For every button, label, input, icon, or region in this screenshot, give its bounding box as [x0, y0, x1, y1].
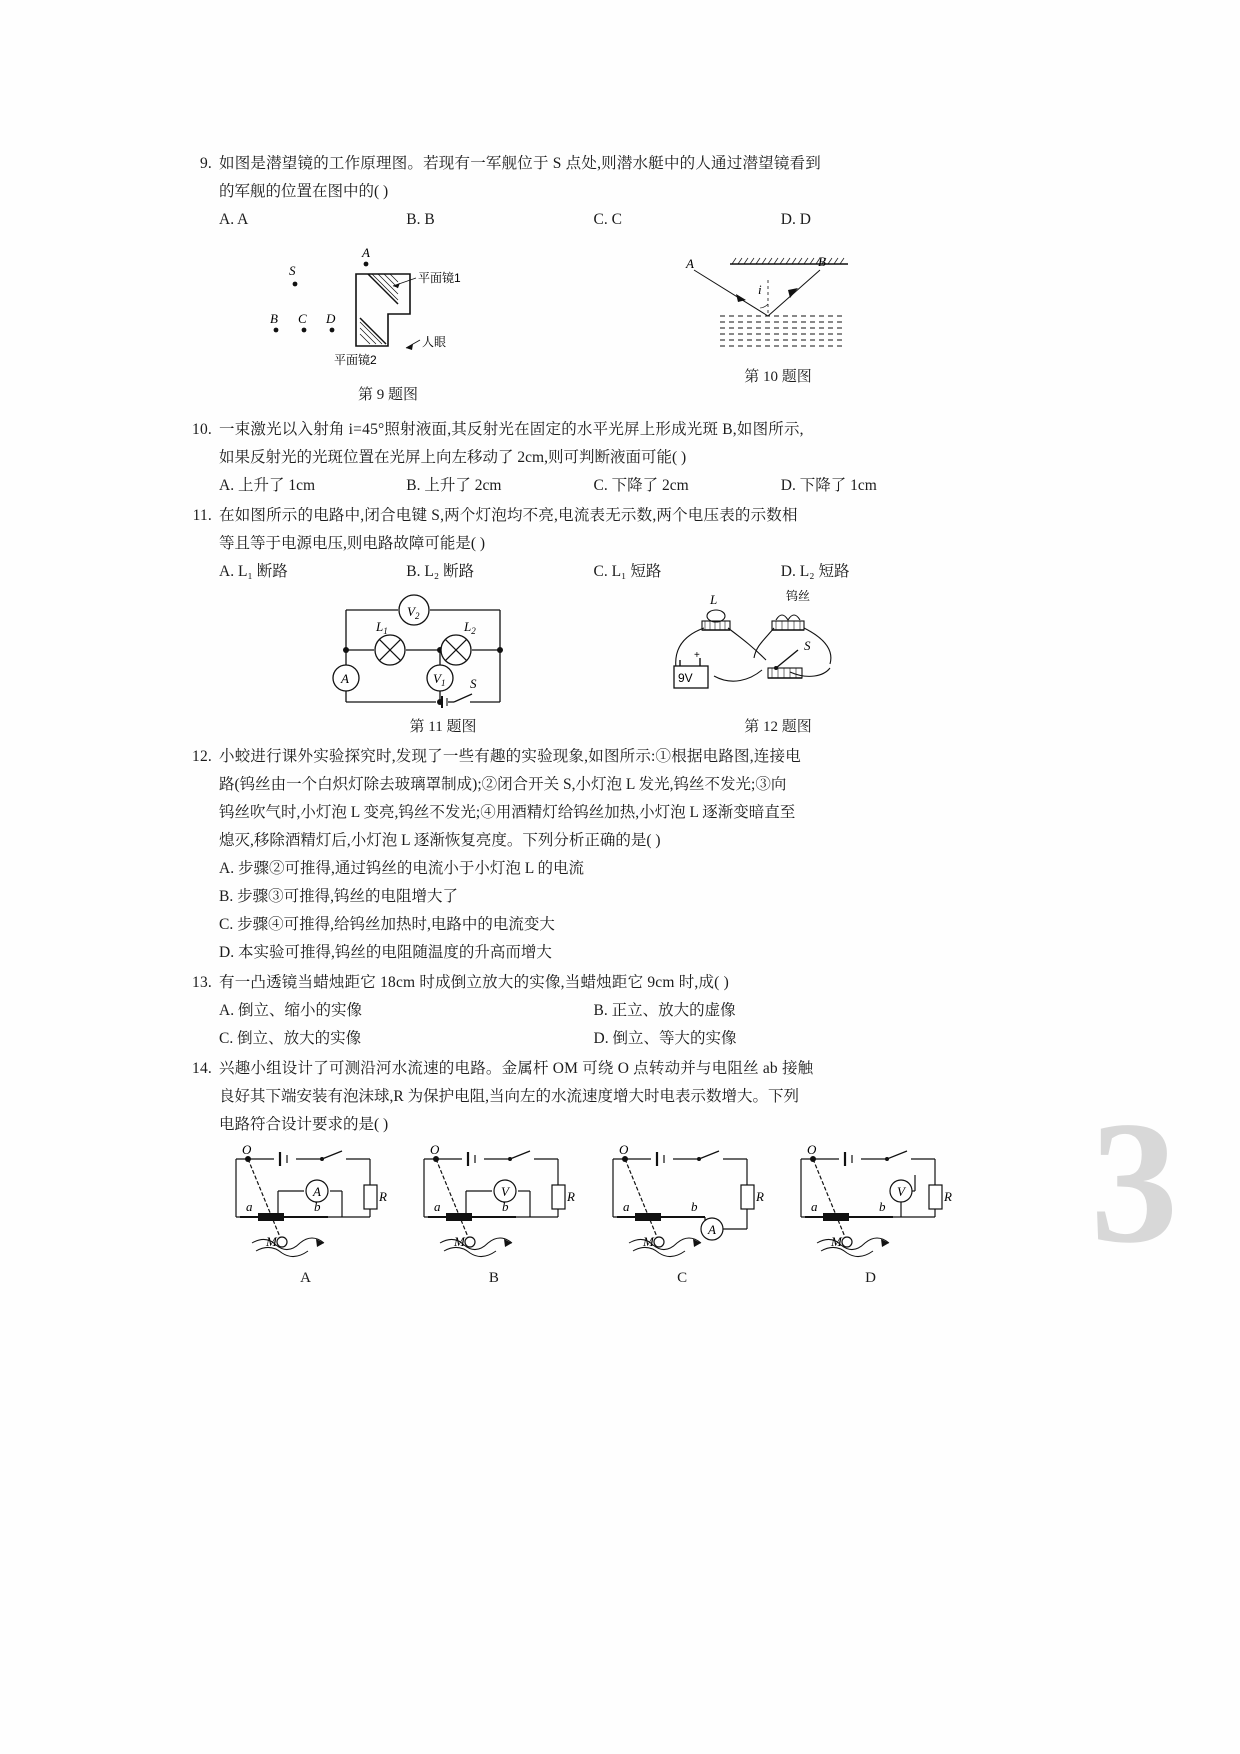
- figure-9-label-B: B: [270, 311, 278, 326]
- figure-11-label-S: S: [470, 676, 477, 691]
- question-13-options-row-2: [178, 1025, 968, 1053]
- figure-12-label-L: L: [710, 592, 718, 607]
- figure-12-diagram: [658, 588, 898, 716]
- question-14-text-line-3: 电路符合设计要求的是( ): [219, 1116, 389, 1133]
- figure-11-label-A: A: [341, 671, 349, 686]
- question-12-text-line-4: 熄灭,移除酒精灯后,小灯泡 L 逐渐恢复亮度。下列分析正确的是( ): [219, 832, 661, 849]
- question-10-option-a[interactable]: A. 上升了 1cm: [219, 477, 316, 494]
- figure-row-11-12: [178, 588, 968, 743]
- figure-11-label-L2: $L_2$: [464, 619, 476, 636]
- figure-9-label-A: A: [362, 245, 370, 260]
- figure-9: [238, 236, 538, 406]
- figure-14-option-d-label-a: a: [810, 1199, 818, 1214]
- figure-14-option-b-label-M: M: [454, 1234, 466, 1249]
- question-9: [178, 150, 968, 234]
- figure-11-caption: 第 11 题图: [409, 719, 477, 735]
- question-13-option-a[interactable]: A. 倒立、缩小的实像: [219, 1002, 362, 1019]
- figure-14-option-c-label-a: a: [622, 1199, 630, 1214]
- question-11-option-a[interactable]: A. L₁ 断路: [219, 563, 288, 580]
- figure-9-label-mirror2: 平面镜2: [334, 353, 377, 367]
- figure-14-options-row: [178, 1145, 968, 1289]
- figure-14-option-d-letter: D: [865, 1270, 876, 1286]
- question-12-text-line-2: 路(钨丝由一个白炽灯除去玻璃罩制成);②闭合开关 S,小灯泡 L 发光,钨丝不发光;③向: [219, 776, 787, 793]
- question-11-text-line-2: 等且等于电源电压,则电路故障可能是( ): [219, 535, 486, 552]
- question-9-option-b[interactable]: B. B: [406, 211, 435, 228]
- figure-11-label-V2: $V_2$: [407, 604, 420, 621]
- question-11-option-b[interactable]: B. L₂ 断路: [406, 563, 475, 580]
- figure-12-label-battery: 9V: [678, 671, 693, 685]
- figure-14-option-b-label-R: R: [567, 1189, 576, 1204]
- question-13-option-d[interactable]: D. 倒立、等大的实像: [593, 1030, 737, 1047]
- figure-14-option-a-label-M: M: [266, 1234, 277, 1249]
- figure-14-option-c-diagram: [595, 1145, 770, 1267]
- question-14: [178, 1055, 968, 1139]
- question-11: [178, 502, 968, 586]
- figure-9-label-mirror1: 平面镜1: [418, 271, 461, 285]
- question-10: [178, 416, 968, 500]
- question-13-option-c[interactable]: C. 倒立、放大的实像: [219, 1030, 362, 1047]
- question-12-text-line-1: 小蛟进行课外实验探究时,发现了一些有趣的实验现象,如图所示:①根据电路图,连接电: [219, 748, 801, 765]
- question-12-option-d[interactable]: D. 本实验可推得,钨丝的电阻随温度的升高而增大: [219, 944, 552, 961]
- question-13: [178, 969, 968, 1053]
- figure-9-label-C: C: [298, 311, 307, 326]
- question-12: [178, 743, 968, 967]
- figure-10-caption: 第 10 题图: [744, 369, 812, 385]
- figure-14-option-b-label-meter: V: [501, 1184, 510, 1199]
- figure-10: [658, 246, 898, 388]
- svg-text:+: +: [694, 650, 700, 661]
- question-14-text-line-2: 良好其下端安装有泡沫球,R 为保护电阻,当向左的水流速度增大时电表示数增大。下列: [219, 1088, 799, 1105]
- question-10-options: [178, 472, 968, 500]
- figure-11-label-L1: $L_1$: [376, 619, 388, 636]
- figure-14-option-a-label-R: R: [379, 1189, 387, 1204]
- question-12-text-line-3: 钨丝吹气时,小灯泡 L 变亮,钨丝不发光;④用酒精灯给钨丝加热,小灯泡 L 逐渐变暗直至: [219, 804, 796, 821]
- figure-9-diagram: [238, 236, 538, 384]
- question-10-text-line-2: 如果反射光的光斑位置在光屏上向左移动了 2cm,则可判断液面可能( ): [219, 449, 687, 466]
- figure-11: [318, 588, 568, 738]
- figure-14-option-c-label-R: R: [755, 1189, 764, 1204]
- figure-14-option-c-label-meter: A: [707, 1222, 716, 1237]
- figure-14-option-d-label-R: R: [943, 1189, 952, 1204]
- figure-14-option-d-label-b: b: [878, 1199, 886, 1214]
- figure-14-option-d-label-O: O: [806, 1145, 817, 1157]
- question-12-option-b[interactable]: B. 步骤③可推得,钨丝的电阻增大了: [219, 888, 458, 905]
- figure-14-option-c: [595, 1145, 770, 1289]
- question-13-text-line-1: 有一凸透镜当蜡烛距它 18cm 时成倒立放大的实像,当蜡烛距它 9cm 时,成( ): [219, 974, 729, 991]
- figure-14-option-b-diagram: [406, 1145, 581, 1267]
- figure-14-option-d-label-M: M: [830, 1234, 842, 1249]
- question-9-option-a[interactable]: A. A: [219, 211, 249, 228]
- figure-row-9-10: [178, 236, 968, 416]
- figure-9-label-D: D: [326, 311, 336, 326]
- question-10-number: 10.: [192, 421, 212, 438]
- figure-14-option-a-label-a: a: [246, 1199, 253, 1214]
- question-11-text-line-1: 在如图所示的电路中,闭合电键 S,两个灯泡均不亮,电流表无示数,两个电压表的示数相: [219, 507, 798, 524]
- question-10-option-b[interactable]: B. 上升了 2cm: [406, 477, 502, 494]
- figure-14-option-d-label-meter: V: [896, 1184, 905, 1199]
- question-content-column: [178, 150, 968, 1289]
- question-9-option-c[interactable]: C. C: [593, 211, 622, 228]
- question-10-text-line-1: 一束激光以入射角 i=45°照射液面,其反射光在固定的水平光屏上形成光斑 B,如图所示,: [219, 421, 804, 438]
- figure-11-diagram: [318, 588, 568, 716]
- question-10-option-c[interactable]: C. 下降了 2cm: [593, 477, 689, 494]
- figure-14-option-b-label-a: a: [434, 1199, 441, 1214]
- figure-14-option-b-label-b: b: [502, 1199, 509, 1214]
- question-13-option-b[interactable]: B. 正立、放大的虚像: [593, 1002, 736, 1019]
- question-9-number: 9.: [199, 155, 212, 172]
- figure-14-option-a: [218, 1145, 393, 1289]
- figure-10-label-A: A: [686, 256, 694, 271]
- figure-14-option-b: [406, 1145, 581, 1289]
- question-12-option-c[interactable]: C. 步骤④可推得,给钨丝加热时,电路中的电流变大: [219, 916, 555, 933]
- question-9-text-line-1: 如图是潜望镜的工作原理图。若现有一军舰位于 S 点处,则潜水艇中的人通过潜望镜看到: [219, 155, 821, 172]
- figure-12: [658, 588, 898, 738]
- figure-9-label-S: S: [289, 263, 296, 278]
- figure-12-caption: 第 12 题图: [744, 719, 812, 735]
- question-11-number: 11.: [192, 507, 212, 524]
- figure-12-label-wire: 钨丝: [786, 589, 811, 603]
- page-watermark-number: 3: [1090, 1085, 1178, 1279]
- question-12-number: 12.: [192, 748, 212, 765]
- figure-10-label-i: i: [758, 282, 762, 297]
- question-13-number: 13.: [192, 974, 212, 991]
- figure-14-option-b-label-O: O: [430, 1145, 440, 1157]
- figure-10-label-B: B: [818, 254, 826, 269]
- question-13-options-row-1: [178, 997, 968, 1025]
- figure-14-option-a-label-meter: A: [313, 1184, 321, 1199]
- figure-10-diagram: [658, 246, 898, 366]
- question-12-options: [178, 855, 968, 967]
- question-9-option-d[interactable]: D. D: [780, 211, 811, 228]
- figure-14-option-c-label-b: b: [690, 1199, 698, 1214]
- figure-14-option-b-letter: B: [488, 1270, 499, 1286]
- question-9-options: [178, 206, 968, 234]
- figure-12-label-S: S: [804, 638, 811, 653]
- question-14-text-line-1: 兴趣小组设计了可测沿河水流速的电路。金属杆 OM 可绕 O 点转动并与电阻丝 ab 接触: [219, 1060, 814, 1077]
- question-11-option-d[interactable]: D. L₂ 短路: [780, 563, 850, 580]
- figure-14-option-a-letter: A: [300, 1270, 311, 1286]
- question-12-option-a[interactable]: A. 步骤②可推得,通过钨丝的电流小于小灯泡 L 的电流: [219, 860, 584, 877]
- question-9-text-line-2: 的军舰的位置在图中的( ): [219, 183, 389, 200]
- figure-9-caption: 第 9 题图: [357, 387, 418, 403]
- figure-14-option-d: [783, 1145, 958, 1289]
- figure-14-option-c-label-O: O: [618, 1145, 629, 1157]
- question-14-number: 14.: [192, 1060, 212, 1077]
- question-11-option-c[interactable]: C. L₁ 短路: [593, 563, 662, 580]
- figure-14-option-c-label-M: M: [642, 1234, 654, 1249]
- figure-14-option-a-label-O: O: [242, 1145, 252, 1157]
- figure-14-option-a-diagram: [218, 1145, 393, 1267]
- figure-11-label-V1: $V_1$: [433, 671, 446, 688]
- figure-14-option-a-label-b: b: [314, 1199, 321, 1214]
- figure-14-option-c-letter: C: [677, 1270, 688, 1286]
- question-10-option-d[interactable]: D. 下降了 1cm: [780, 477, 877, 494]
- figure-14-option-d-diagram: [783, 1145, 958, 1267]
- figure-9-label-eye: 人眼: [422, 335, 447, 349]
- question-11-options: [178, 558, 968, 586]
